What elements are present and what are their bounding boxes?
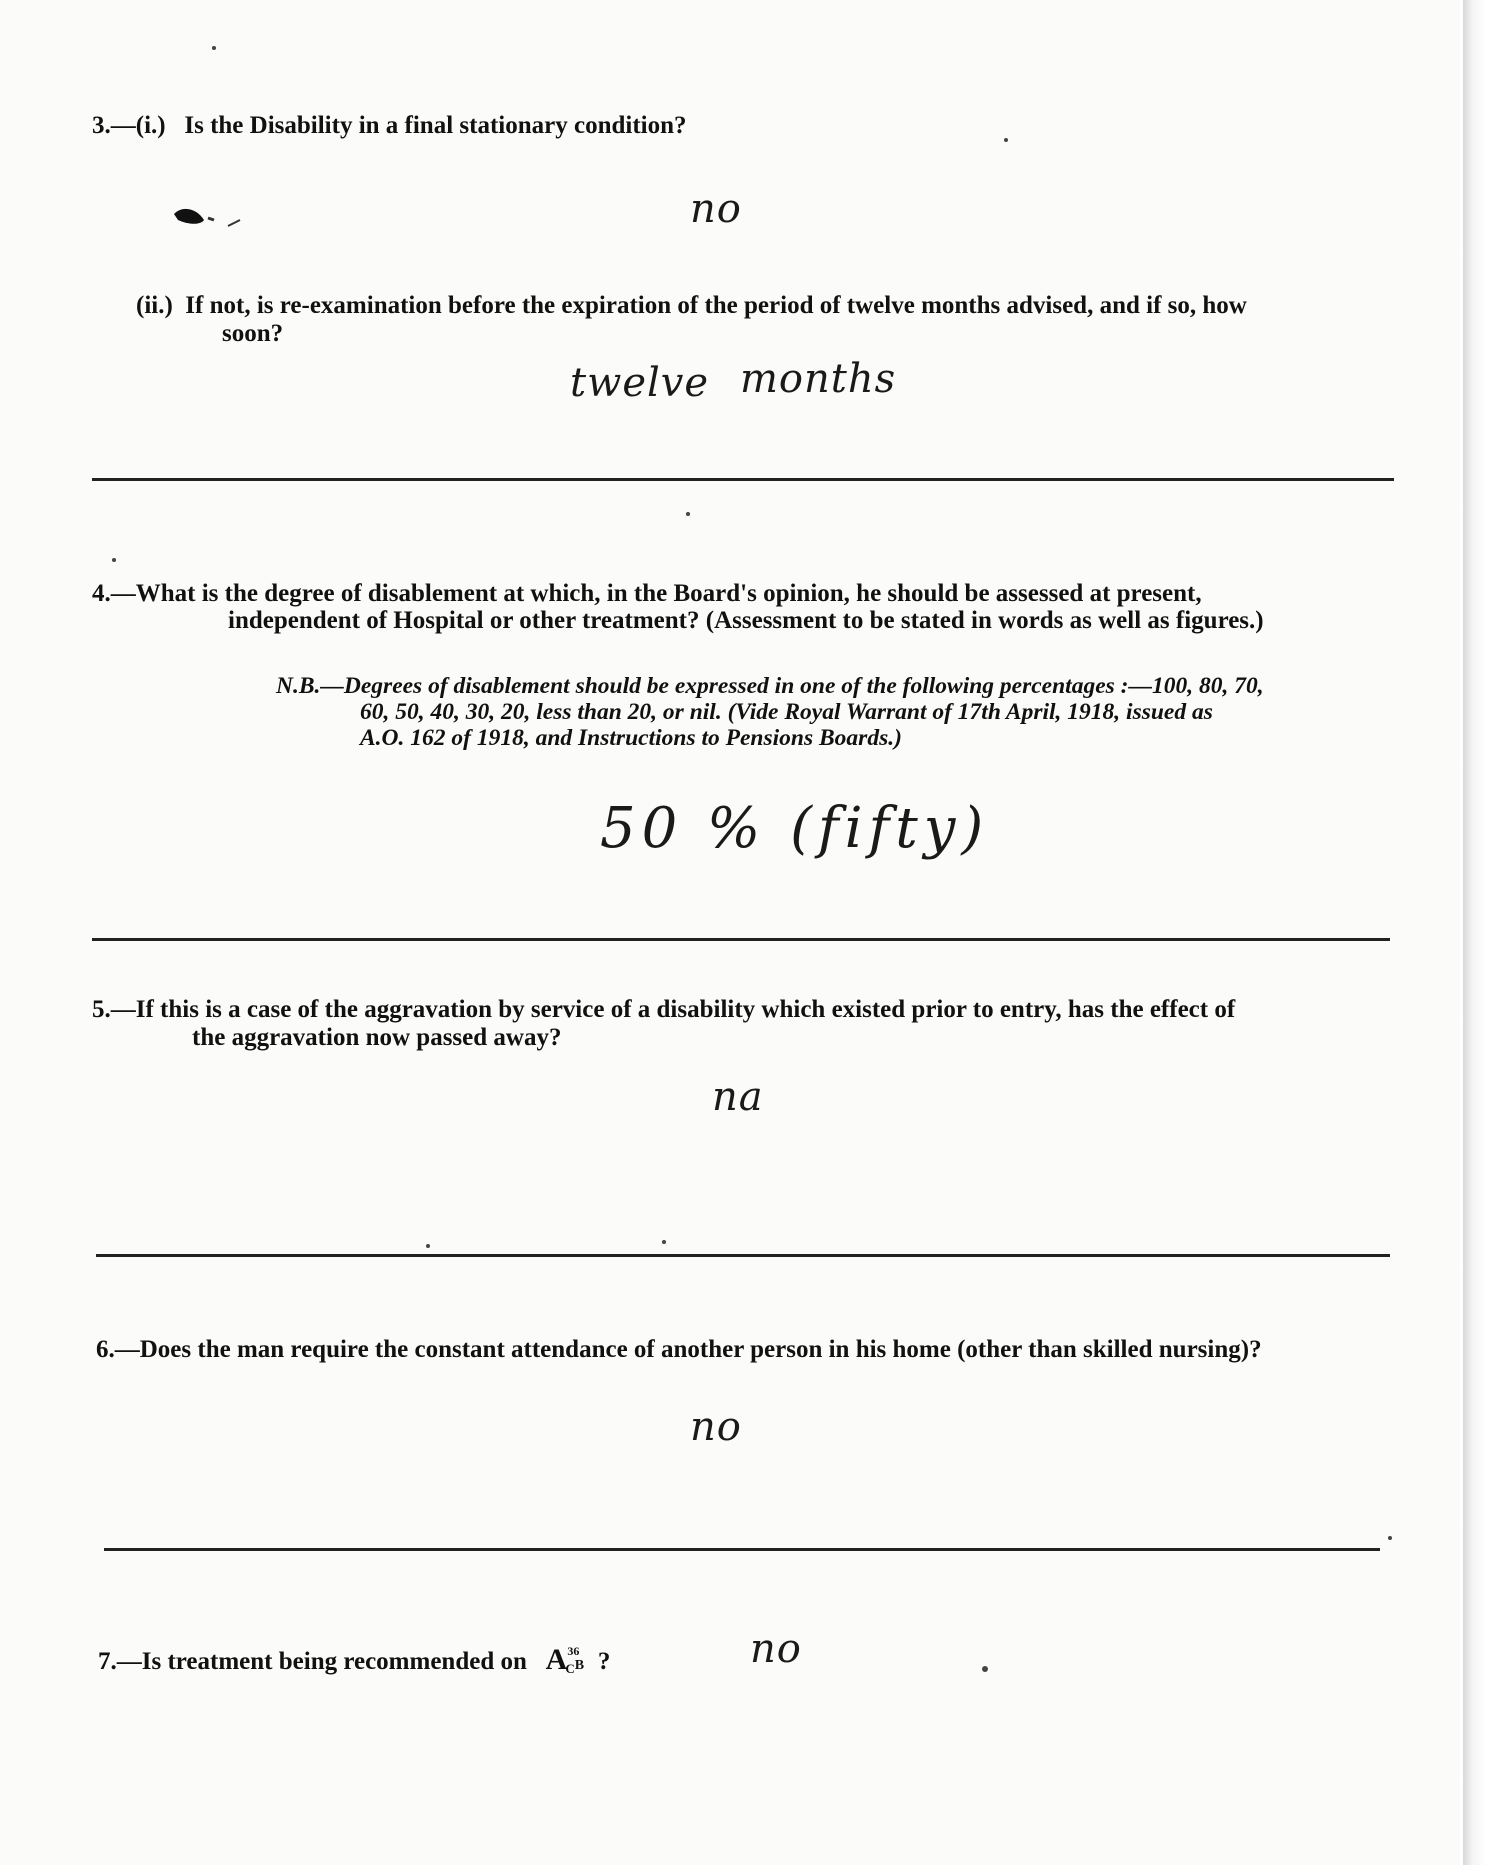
speck	[1004, 138, 1008, 142]
q3-i-label: 3.—(i.)	[92, 112, 166, 139]
q6-answer: no	[690, 1404, 742, 1450]
q7-text: 7.—Is treatment being recommended on	[98, 1648, 527, 1675]
q3-ii-answer-a: twelve	[570, 360, 710, 406]
q5-answer: na	[712, 1074, 764, 1120]
q7-form-main: A	[545, 1643, 568, 1676]
q4-question-line2: independent of Hospital or other treatment? (Assessment to be stated in words as well as figures.)	[228, 607, 1264, 634]
q3-ii-answer-b: months	[740, 356, 897, 402]
q3-ii-question	[136, 292, 1247, 320]
q5-question-line1: 5.—If this is a case of the aggravation by service of a disability which existed prior to entry, has the effect of	[92, 996, 1236, 1023]
q3-i-text: Is the Disability in a final stationary condition?	[184, 112, 687, 139]
speck	[112, 558, 116, 562]
page-edge-shadow	[1463, 0, 1487, 1865]
q3-ii-question-line2: soon?	[222, 320, 284, 347]
q7-qmark: ?	[597, 1648, 611, 1675]
q4-nb-line1: N.B.—Degrees of disablement should be expressed in one of the following percentages :—100, 80, 70,	[276, 673, 1264, 699]
q7-form-sub: C	[565, 1661, 575, 1676]
speck	[662, 1240, 666, 1244]
q7-form-reference	[546, 1643, 592, 1676]
q7-answer: no	[750, 1626, 802, 1672]
q4-answer: 50 % (fifty)	[600, 796, 990, 861]
q3-ii-text-line1: If not, is re-examination before the expiration of the period of twelve months advised, and if so, how	[185, 292, 1247, 319]
speck	[982, 1666, 988, 1672]
q7-question	[98, 1637, 610, 1683]
divider-rule	[92, 938, 1390, 941]
speck	[426, 1244, 430, 1248]
speck	[686, 512, 690, 516]
q7-form-sup: 36	[567, 1644, 580, 1658]
q4-nb-line2: 60, 50, 40, 30, 20, less than 20, or nil. (Vide Royal Warrant of 17th April, 1918, issued as	[360, 699, 1213, 725]
divider-rule	[92, 478, 1394, 481]
q4-nb-line3: A.O. 162 of 1918, and Instructions to Pensions Boards.)	[360, 725, 902, 751]
q5-question-line2: the aggravation now passed away?	[192, 1024, 562, 1051]
q3-i-answer: no	[690, 186, 742, 232]
q3-ii-label: (ii.)	[136, 292, 173, 319]
divider-rule	[104, 1548, 1380, 1551]
speck	[1388, 1536, 1392, 1540]
q6-question: 6.—Does the man require the constant attendance of another person in his home (other than skilled nursing)?	[96, 1336, 1262, 1363]
q7-form-b: B	[574, 1658, 585, 1673]
q3-i-question	[92, 112, 687, 140]
speck	[212, 46, 216, 50]
ink-blot-mark	[170, 200, 260, 240]
q4-question-line1: 4.—What is the degree of disablement at which, in the Board's opinion, he should be assessed at present,	[92, 580, 1202, 607]
divider-rule	[96, 1254, 1390, 1257]
